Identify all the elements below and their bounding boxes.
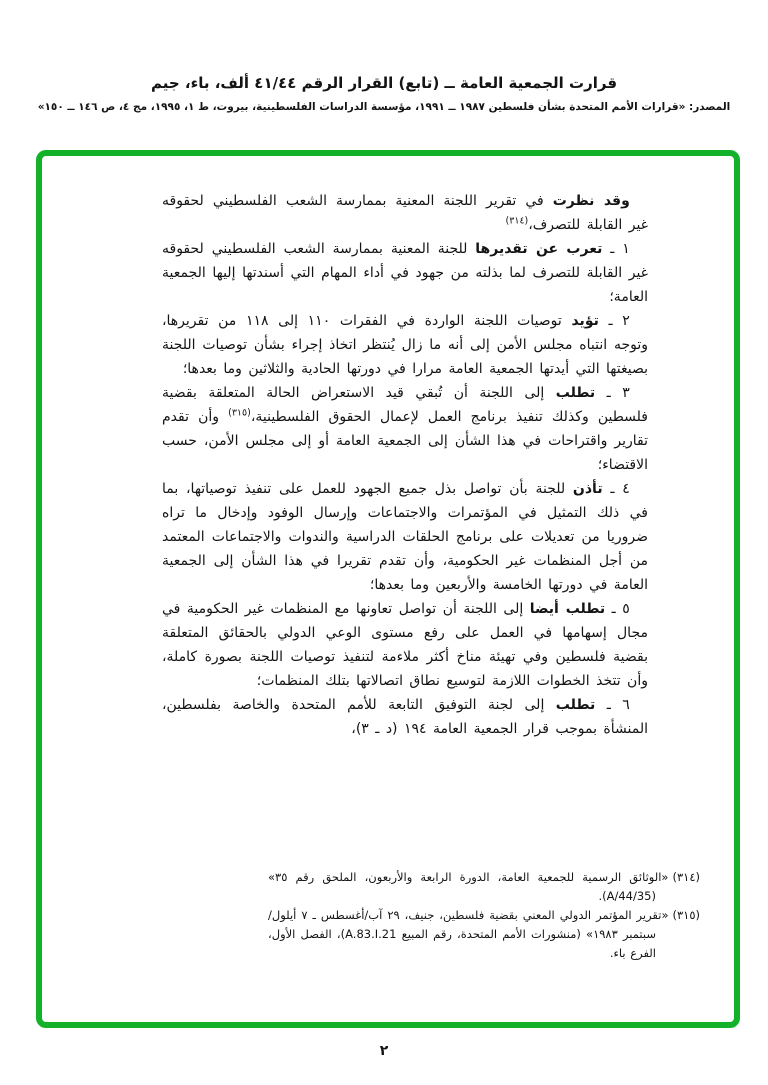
- paragraph-lead-text: تؤيد: [571, 313, 599, 329]
- footnote-marker: (٣١٥): [672, 908, 701, 922]
- footnote: [268, 906, 700, 963]
- paragraph: [162, 597, 648, 693]
- paragraph-text: ٥ ـ: [605, 601, 630, 617]
- footnotes-block: [268, 868, 700, 963]
- paragraph: [162, 189, 648, 237]
- paragraph-text: توصيات اللجنة الواردة في الفقرات ١١٠ إلى ١١٨ من تقريرها، وتوجه انتباه مجلس الأمن إلى أنه ما زال يُنتظر اتخاذ إجراء بشأن توصيات اللجنة بصيغتها التي أيدتها الجمعية العامة مرارا في دورتها الحادية والثلاثين وما بعدها؛: [162, 313, 648, 377]
- paragraph-text: إلى لجنة التوفيق التابعة للأمم المتحدة والخاصة بفلسطين، المنشأة بموجب قرار الجمعية العامة ١٩٤ (د ـ ٣)،: [162, 697, 648, 737]
- paragraph-lead-text: تطلب أيضا: [529, 601, 606, 617]
- footnote: [268, 868, 700, 906]
- paragraph-lead-text: تطلب: [555, 697, 596, 713]
- paragraph-text: ٢ ـ: [598, 313, 630, 329]
- paragraph-text: إلى اللجنة أن تُبقي قيد الاستعراض الحالة المتعلقة بقضية فلسطين وكذلك تنفيذ برنامج العمل لإعمال الحقوق الفلسطينية،: [162, 385, 648, 425]
- paragraph-lead-text: تعرب عن تقديرها: [475, 241, 603, 257]
- paragraph-lead-text: تطلب: [555, 385, 596, 401]
- resolution-paragraphs: [162, 189, 648, 741]
- paragraph-text: وأن تقدم تقارير واقتراحات في هذا الشأن إلى الجمعية العامة أو إلى مجلس الأمن، حسب الاقتضاء؛: [162, 409, 648, 473]
- paragraph: [162, 477, 648, 597]
- paragraph-text: ٦ ـ: [595, 697, 630, 713]
- footnote-text: «تقرير المؤتمر الدولي المعني بقضية فلسطين، جنيف، ٢٩ آب/أغسطس ـ ٧ أيلول/سبتمبر ١٩٨٣» (منشورات الأمم المتحدة، رقم المبيع A.83.I.21)، الفصل الأول، الفرع باء.: [268, 908, 669, 960]
- source-citation-line: المصدر: «قرارات الأمم المتحدة بشأن فلسطين ١٩٨٧ ــ ١٩٩١، مؤسسة الدراسات الفلسطينية، بيروت، ط ١، ١٩٩٥، مج ٤، ص ١٤٦ ــ ١٥٠»: [37, 101, 731, 113]
- paragraph: [162, 309, 648, 381]
- paragraph-text: إلى اللجنة أن تواصل تعاونها مع المنظمات غير الحكومية في مجال إسهامها في العمل على رفع مستوى الوعي الدولي بالحقائق المتعلقة بقضية فلسطين وفي تهيئة مناخ أكثر ملاءمة لتنفيذ توصيات اللجنة بصورة كاملة، وأن تتخذ الخطوات اللازمة لتوسيع نطاق اتصالاتها بتلك المنظمات؛: [162, 601, 648, 689]
- paragraph-text: ٤ ـ: [602, 481, 630, 497]
- paragraph-text: ٣ ـ: [595, 385, 630, 401]
- paragraph-text: للجنة بأن تواصل بذل جميع الجهود للعمل على تنفيذ توصياتها، بما في ذلك التمثيل في المؤتمرات والاجتماعات وإرسال الوفود وإدخال ما تراه ضروريا من تعديلات على برنامج الحلقات الدراسية والندوات والاجتماعات المعتمد من أجل المنظمات غير الحكومية، وأن تقدم تقريرا في هذا الشأن إلى الجمعية العامة في دورتها الخامسة والأربعين وما بعدها؛: [162, 481, 648, 593]
- paragraph-lead-text: وقد نظرت: [552, 193, 630, 209]
- page-header-title: قرارت الجمعية العامة ــ (تابع) القرار الرقم ٤١/٤٤ ألف، باء، جيم: [150, 74, 618, 92]
- highlight-frame: [36, 150, 740, 1028]
- paragraph: [162, 237, 648, 309]
- footnote-text: «الوثائق الرسمية للجمعية العامة، الدورة الرابعة والأربعون، الملحق رقم ٣٥» (A/44/35).: [268, 870, 669, 903]
- paragraph-lead-text: تأذن: [572, 481, 603, 497]
- paragraph: [162, 693, 648, 741]
- paragraph: [162, 381, 648, 477]
- paragraph-text: في تقرير اللجنة المعنية بممارسة الشعب الفلسطيني لحقوقه غير القابلة للتصرف،: [162, 193, 648, 233]
- page-number: ٢: [379, 1043, 389, 1059]
- paragraph-text: للجنة المعنية بممارسة الشعب الفلسطيني لحقوقه غير القابلة للتصرف لما بذلته من جهود في أداء المهام التي أسندتها إليها الجمعية العامة؛: [162, 241, 648, 305]
- footnote-marker: (٣١٤): [672, 870, 700, 884]
- footnote-ref: (٣١٤): [505, 215, 529, 227]
- paragraph-text: ١ ـ: [602, 241, 630, 257]
- footnote-ref: (٣١٥): [228, 407, 251, 419]
